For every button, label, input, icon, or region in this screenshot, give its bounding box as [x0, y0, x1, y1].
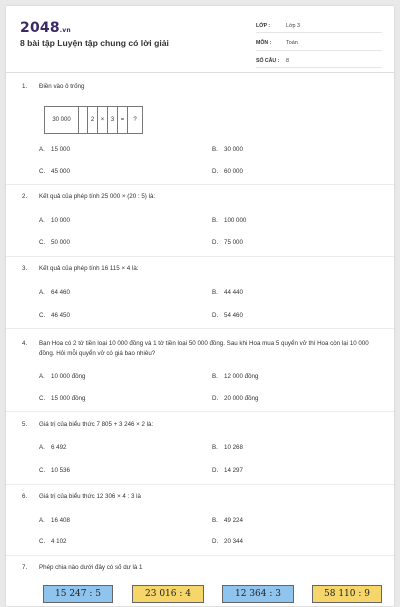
answer-card[interactable]: 23 016 : 4: [132, 585, 204, 603]
option-letter: D.: [212, 395, 219, 402]
table-cell: ×: [98, 107, 108, 133]
option-letter: D.: [212, 312, 219, 319]
option-text: 10 000: [51, 217, 70, 224]
option-b[interactable]: [212, 444, 243, 451]
option-b[interactable]: [212, 217, 246, 224]
question-divider: [6, 184, 394, 185]
answer-card[interactable]: 12 364 : 3: [222, 585, 294, 603]
option-text: 64 460: [51, 289, 70, 296]
table-cell: 3: [108, 107, 118, 133]
option-text: 15 000: [51, 146, 70, 153]
option-d[interactable]: [212, 467, 243, 474]
option-b[interactable]: [212, 289, 243, 296]
option-a[interactable]: [39, 146, 70, 153]
option-c[interactable]: [39, 467, 70, 474]
meta-value: 8: [286, 57, 289, 64]
option-text: 14 297: [224, 467, 243, 474]
table-cell: 30 000: [45, 107, 79, 133]
option-a[interactable]: [39, 373, 85, 380]
meta-label: SỐ CÂU :: [256, 57, 280, 64]
table-cell: 2: [88, 107, 98, 133]
question-1-number: 1.: [22, 83, 28, 90]
option-letter: B.: [212, 217, 218, 224]
option-text: 20 000 đồng: [224, 395, 259, 402]
option-letter: A.: [39, 217, 45, 224]
meta-value: Lớp 3: [286, 22, 301, 29]
answer-cards: [6, 585, 394, 607]
option-text: 10 536: [51, 467, 70, 474]
option-c[interactable]: [39, 312, 70, 319]
question-divider: [6, 555, 394, 556]
header-divider: [6, 72, 394, 73]
option-letter: B.: [212, 373, 218, 380]
question-divider: [6, 328, 394, 329]
question-4-text: Bạn Hoa có 2 tờ tiền loại 10 000 đồng và 1 tờ tiền loại 50 000 đồng. Sau khi Hoa mua 5 quyển vở thì Hoa còn lại 10 000 đồng. Hỏi mỗi quyển vở có giá bao nhiêu?: [39, 340, 369, 357]
option-text: 45 000: [51, 168, 70, 175]
table-cell: ?: [133, 117, 137, 123]
worksheet-page: [6, 6, 394, 606]
option-d[interactable]: [212, 395, 258, 402]
option-letter: B.: [212, 444, 218, 451]
question-5-number: 5.: [22, 421, 28, 428]
option-letter: B.: [212, 146, 218, 153]
meta-row-class: [256, 19, 382, 33]
option-text: 12 000 đồng: [224, 373, 259, 380]
option-letter: A.: [39, 373, 45, 380]
option-b[interactable]: [212, 517, 243, 524]
option-text: 10 268: [224, 444, 243, 451]
logo-main: 2048: [20, 20, 60, 36]
option-text: 16 408: [51, 517, 70, 524]
option-c[interactable]: [39, 168, 70, 175]
meta-label: LỚP :: [256, 22, 271, 29]
question-3-text: Kết quả của phép tính 16 115 × 4 là:: [39, 265, 139, 272]
option-letter: C.: [39, 395, 46, 402]
option-text: 44 440: [224, 289, 243, 296]
option-letter: D.: [212, 467, 219, 474]
option-text: 54 460: [224, 312, 243, 319]
option-letter: D.: [212, 538, 219, 545]
option-d[interactable]: [212, 239, 243, 246]
option-text: 20 344: [224, 538, 243, 545]
question-1-text: Điền vào ô trống: [39, 83, 85, 90]
option-letter: A.: [39, 289, 45, 296]
option-letter: C.: [39, 168, 46, 175]
option-letter: B.: [212, 517, 218, 524]
question-7-text: Phép chia nào dưới đây có số dư là 1: [39, 564, 143, 571]
answer-card[interactable]: 15 247 : 5: [43, 585, 113, 603]
question-divider: [6, 256, 394, 257]
question-6-number: 6.: [22, 493, 28, 500]
option-c[interactable]: [39, 538, 66, 545]
question-7-number: 7.: [22, 564, 28, 571]
option-letter: D.: [212, 239, 219, 246]
option-c[interactable]: [39, 239, 70, 246]
option-text: 46 450: [51, 312, 70, 319]
option-text: 100 000: [224, 217, 247, 224]
option-letter: A.: [39, 444, 45, 451]
option-b[interactable]: [212, 146, 243, 153]
option-a[interactable]: [39, 444, 66, 451]
worksheet-meta: [256, 19, 382, 72]
option-c[interactable]: [39, 395, 85, 402]
question-divider: [6, 411, 394, 412]
question-divider: [6, 484, 394, 485]
option-letter: C.: [39, 538, 46, 545]
answer-card[interactable]: 58 110 : 9: [312, 585, 382, 603]
question-5-text: Giá trị của biểu thức 7 805 + 3 246 × 2 là:: [39, 421, 154, 428]
option-text: 15 000 đồng: [51, 395, 86, 402]
option-d[interactable]: [212, 538, 243, 545]
question-4-number: 4.: [22, 340, 28, 347]
option-b[interactable]: [212, 373, 258, 380]
option-text: 50 000: [51, 239, 70, 246]
table-cell: =: [118, 107, 128, 133]
question-2-number: 2.: [22, 193, 28, 200]
option-letter: B.: [212, 289, 218, 296]
option-text: 60 000: [224, 168, 243, 175]
option-d[interactable]: [212, 312, 243, 319]
option-text: 10 000 đồng: [51, 373, 86, 380]
option-a[interactable]: [39, 517, 70, 524]
question-3-number: 3.: [22, 265, 28, 272]
option-letter: A.: [39, 517, 45, 524]
option-text: 49 224: [224, 517, 243, 524]
site-logo[interactable]: [20, 20, 71, 36]
option-letter: A.: [39, 146, 45, 153]
logo-suffix: .vn: [59, 27, 71, 34]
option-text: 75 000: [224, 239, 243, 246]
option-letter: D.: [212, 168, 219, 175]
question-6-text: Giá trị của biểu thức 12 306 × 4 : 3 là: [39, 493, 142, 500]
option-text: 30 000: [224, 146, 243, 153]
option-letter: C.: [39, 312, 46, 319]
option-letter: C.: [39, 239, 46, 246]
option-d[interactable]: [212, 168, 243, 175]
meta-row-count: [256, 54, 382, 68]
option-text: 6 492: [51, 444, 67, 451]
option-a[interactable]: [39, 217, 70, 224]
option-a[interactable]: [39, 289, 70, 296]
page-title: 8 bài tập Luyện tập chung có lời giải: [20, 38, 169, 48]
option-text: 4 102: [51, 538, 67, 545]
meta-value: Toán: [286, 40, 298, 46]
worksheet-header: [6, 6, 394, 72]
table-cell-blank[interactable]: [79, 107, 88, 133]
fill-in-table: [44, 106, 143, 134]
meta-row-subject: [256, 37, 382, 51]
question-2-text: Kết quả của phép tính 25 000 × (20 : 5) là:: [39, 193, 156, 200]
meta-label: MÔN :: [256, 40, 272, 46]
option-letter: C.: [39, 467, 46, 474]
